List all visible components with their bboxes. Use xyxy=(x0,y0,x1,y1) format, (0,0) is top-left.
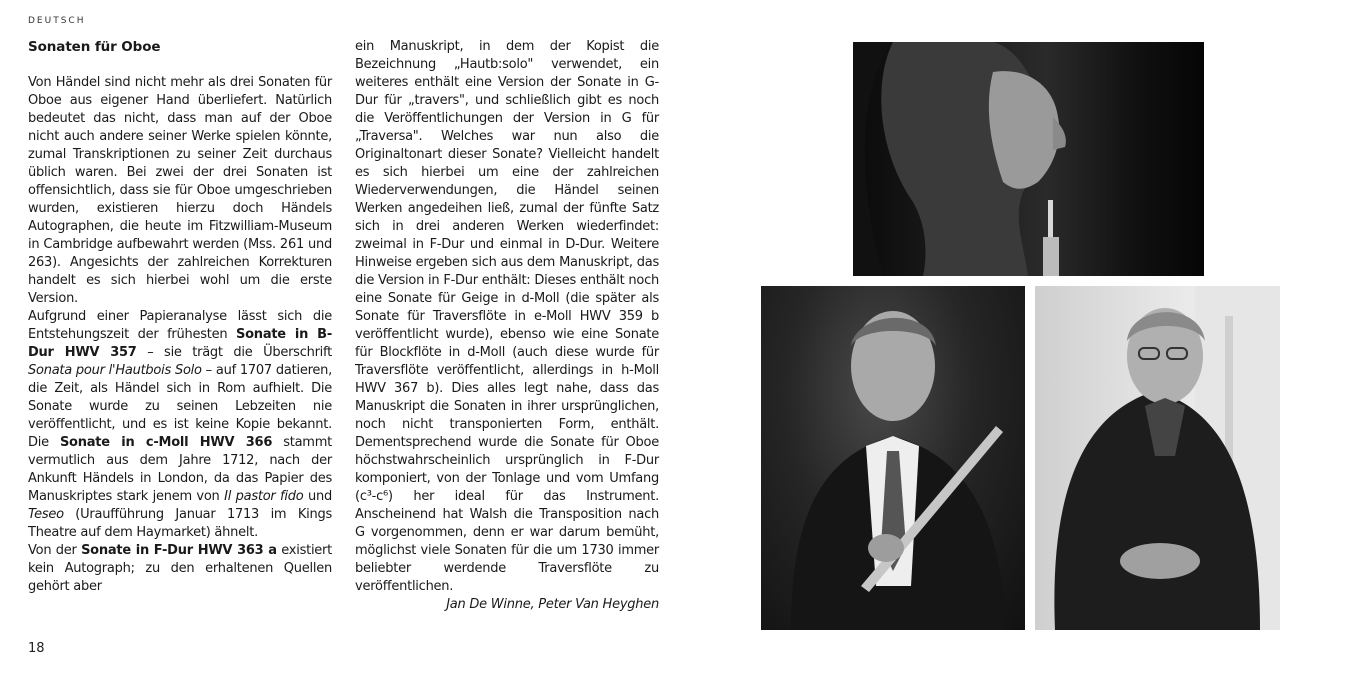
text-column-right xyxy=(355,38,659,614)
work-title-c-moll: Sonate in c-Moll HWV 366 xyxy=(59,435,273,450)
photo-glasses-portrait xyxy=(1035,286,1280,630)
text-column-left xyxy=(28,38,332,596)
work-subtitle: Sonata pour l'Hautbois Solo xyxy=(28,363,202,378)
paragraph-intro: Von Händel sind nicht mehr als drei Sonaten für Oboe aus eigener Hand überliefert. Natürlich bedeutet das nicht, dass man auf der Oboe nicht auch andere seiner Werke spielen könnte, zumal Transkriptionen zu seiner Zeit durchaus üblich waren. Bei zwei der drei Sonaten ist offensichtlich, dass sie für Oboe umgeschrieben wurden, existieren hierzu doch Händels Autographen, die heute im Fitzwilliam-Museum in Cambridge aufbewahrt werden (Mss. 261 und 263). Angesichts der zahlreichen Korrekturen handelt es sich hierbei wohl um die erste Version. xyxy=(28,75,332,306)
photo-oboist-portrait xyxy=(853,42,1204,276)
paragraph-f-dur: Von der Sonate in F-Dur HWV 363 a existiert kein Autograph; zu den erhaltenen Quellen gehört aber xyxy=(28,543,332,594)
paragraph-continued: ein Manuskript, in dem der Kopist die Bezeichnung „Hautb:solo" verwendet, ein weiteres enthält eine Version der Sonate in G-Dur für „travers", und schließlich gibt es noch die Veröffentlichungen der Version in G für „Traversa". Welches war nun also die Originaltonart dieser Sonate? Vielleicht handelt es sich hierbei um eine der zahlreichen Wiederverwendungen, die Händel seinen Werken angedeihen ließ, zumal der fünfte Satz sich in drei anderen Werken wiederfindet: zweimal in F-Dur und einmal in D-Dur. Weitere Hinweise ergeben sich aus dem Manuskript, das die Version in F-Dur enthält: Dieses enthält noch eine Sonate für Geige in d-Moll (die später als Sonate für Traversflöte in e-Moll HWV 359 b veröffentlicht wurde), ebenso wie eine Sonate für Blockflöte in d-Moll (auch diese wurde für Traversflöte veröffentlicht, allerdings in h-Moll HWV 367 b). Dies alles legt nahe, dass das Manuskript die Sonaten in ihrer ursprünglichen, noch nicht transponierten Form, enthält. Dementsprechend wurde die Sonate für Oboe höchstwahrscheinlich ursprünglich in F-Dur komponiert, von der Tonlage und vom Umfang (c³-c⁶) her ideal für das Instrument. Anscheinend hat Walsh die Transposition nach G vorgenommen, denn er war darum bemüht, möglichst viele Sonaten für die um 1730 immer beliebter werdende Traversflöte zu veröffentlichen. xyxy=(355,39,659,594)
photo-flutist-portrait xyxy=(761,286,1025,630)
language-label: DEUTSCH xyxy=(28,16,86,26)
page-number: 18 xyxy=(28,641,45,656)
work-title-b-dur: Sonate in B-Dur HWV 357 xyxy=(28,327,332,360)
opera-title-teseo: Teseo xyxy=(28,507,64,522)
opera-title-pastor-fido: Il pastor fido xyxy=(224,489,304,504)
article-title: Sonaten für Oboe xyxy=(28,39,161,55)
work-title-f-dur: Sonate in F-Dur HWV 363 a xyxy=(81,543,277,558)
author-signature: Jan De Winne, Peter Van Heyghen xyxy=(446,597,659,612)
paragraph-dating: Aufgrund einer Papieranalyse lässt sich die Entstehungszeit der frühesten Sonate in B-Dur HWV 357 – sie trägt die Überschrift Sonata pour l'Hautbois Solo – auf 1707 datieren, die Zeit, als Händel sich in Rom aufhielt. Die Sonate wurde zu seinen Lebzeiten nie veröffentlicht, und es ist keine Kopie bekannt. Die Sonate in c-Moll HWV 366 stammt vermutlich aus dem Jahre 1712, nach der Ankunft Händels in London, da das Papier des Manuskriptes stark jenem von Il pastor fido und Teseo (Uraufführung Januar 1713 im Kings Theatre auf dem Haymarket) ähnelt. xyxy=(28,309,332,540)
